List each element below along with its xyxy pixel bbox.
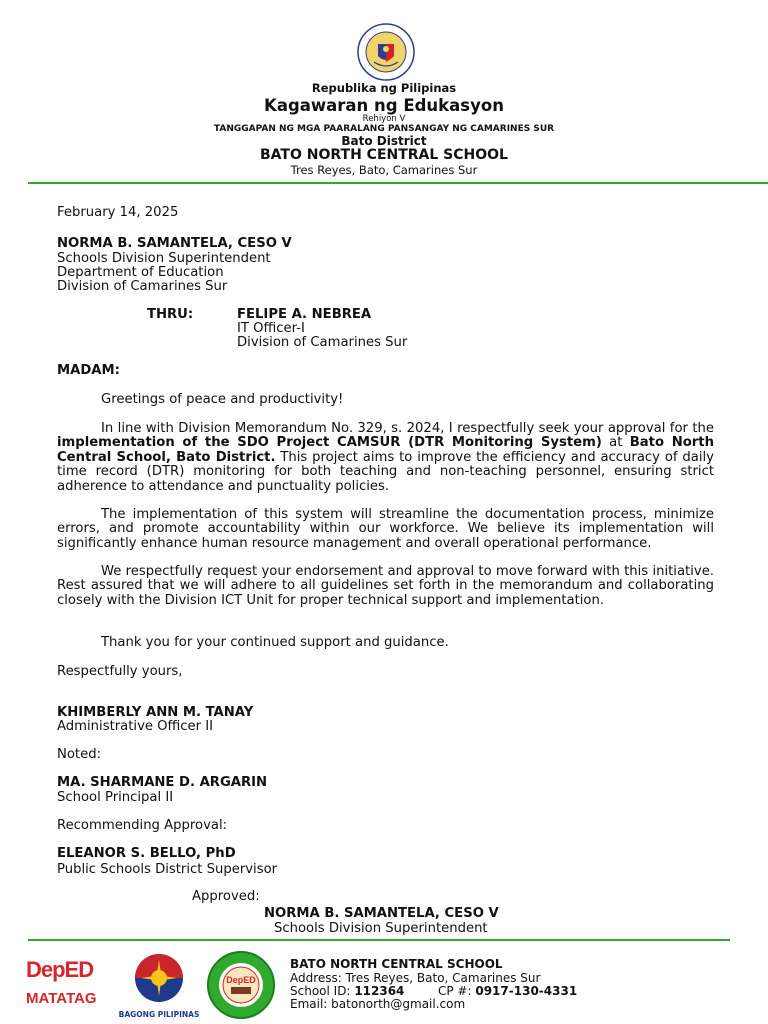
bagong-pilipinas-emblem xyxy=(118,952,200,1004)
department-name: Kagawaran ng Edukasyon xyxy=(264,96,504,115)
approved-label: Approved: xyxy=(192,889,260,904)
deped-seal-logo xyxy=(352,22,420,82)
paragraph-2: The implementation of this system will streamline the documentation process, minimize errors, and promote accountability within our workforce. We believe its implementation will significantly enhance human resource management and overall operational performance. xyxy=(57,507,714,551)
deped-matatag-logo xyxy=(26,958,108,1018)
noted-name: MA. SHARMANE D. ARGARIN xyxy=(57,775,268,790)
footer-rule xyxy=(28,939,730,941)
thru-label: THRU: xyxy=(147,307,194,322)
recipient-line: Division of Camarines Sur xyxy=(57,279,228,294)
footer-address: Address: Tres Reyes, Bato, Camarines Sur xyxy=(290,971,541,985)
footer-cp: CP #: 0917-130-4331 xyxy=(438,984,578,998)
republic-label: Republika ng Pilipinas xyxy=(311,81,457,95)
office-name: TANGGAPAN NG MGA PAARALANG PANSANGAY NG CAMARINES SUR xyxy=(213,124,555,134)
bagong-pilipinas-logo xyxy=(118,952,200,1018)
header-rule xyxy=(28,182,768,184)
approved-name: NORMA B. SAMANTELA, CESO V xyxy=(264,906,499,921)
salutation: MADAM: xyxy=(57,363,120,378)
paragraph-1: In line with Division Memorandum No. 329, s. 2024, I respectfully seek your approval for the implementation of the SDO Project CAMSUR (DTR Monitoring System) at Bato North Central School, Bato District. This project aims to improve the efficiency and accuracy of daily time record (DTR) monitoring for both teaching and non-teaching personnel, ensuring strict adherence to attendance and punctuality policies. xyxy=(57,421,714,494)
footer-school-id: School ID: 112364 xyxy=(290,984,405,998)
thru-name: FELIPE A. NEBREA xyxy=(237,307,372,322)
bagong-pilipinas-label: BAGONG PILIPINAS xyxy=(118,1010,200,1019)
closing: Respectfully yours, xyxy=(57,664,183,679)
letter-date: February 14, 2025 xyxy=(57,205,179,220)
paragraph-3: We respectfully request your endorsement and approval to move forward with this initiative. Rest assured that we will adhere to all guidelines set forth in the memorandum and collaborating closely with the Division ICT Unit for proper technical support and implementation. xyxy=(57,564,714,608)
footer-email: Email: batonorth@gmail.com xyxy=(290,997,466,1011)
noted-label: Noted: xyxy=(57,747,102,762)
recommending-title: Public Schools District Supervisor xyxy=(57,862,278,877)
greeting: Greetings of peace and productivity! xyxy=(101,392,344,407)
recommending-label: Recommending Approval: xyxy=(57,818,228,833)
deped-logo-text: DepED xyxy=(26,957,94,982)
recommending-name: ELEANOR S. BELLO, PhD xyxy=(57,846,236,861)
recipient-line: Schools Division Superintendent xyxy=(57,250,271,266)
region-label: Rehiyon V xyxy=(362,114,406,124)
noted-title: School Principal II xyxy=(57,790,174,805)
recipient-line: Department of Education xyxy=(57,265,224,280)
approved-title: Schools Division Superintendent xyxy=(274,921,488,936)
signatory-name: KHIMBERLY ANN M. TANAY xyxy=(57,705,254,720)
matatag-label: MATATAG xyxy=(26,990,97,1007)
school-name: BATO NORTH CENTRAL SCHOOL xyxy=(260,147,508,163)
school-address: Tres Reyes, Bato, Camarines Sur xyxy=(290,163,478,177)
school-seal-logo xyxy=(204,950,278,1020)
district-name: Bato District xyxy=(341,134,427,148)
school-seal-inner-text: DepED xyxy=(226,975,256,985)
footer-school-name: BATO NORTH CENTRAL SCHOOL xyxy=(290,957,503,971)
recipient-name: NORMA B. SAMANTELA, CESO V xyxy=(57,236,292,251)
thru-line: IT Officer-I xyxy=(237,321,305,336)
thru-line: Division of Camarines Sur xyxy=(237,335,408,350)
thanks-line: Thank you for your continued support and guidance. xyxy=(101,635,449,650)
signatory-title: Administrative Officer II xyxy=(57,719,214,734)
